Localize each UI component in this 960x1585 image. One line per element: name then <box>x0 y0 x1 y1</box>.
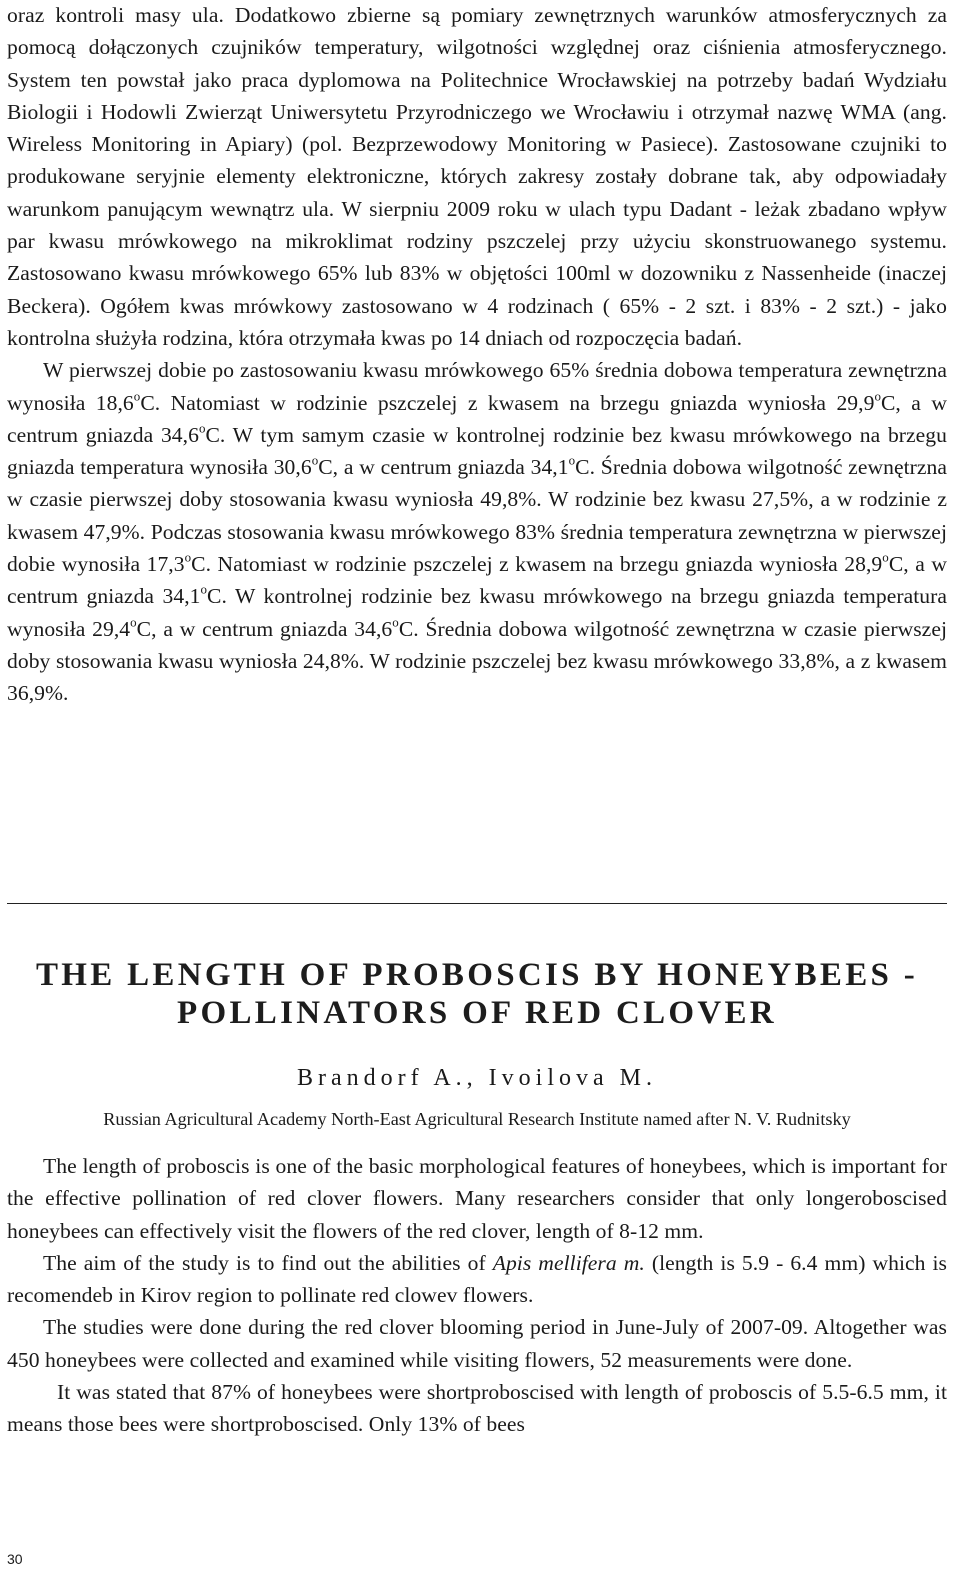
degree-sign: o <box>130 613 137 629</box>
abstract-paragraph-4: It was stated that 87% of honeybees were shortproboscised with length of proboscis of 5.5-6.5 mm, it means those bees were shortproboscised. Only 13% of bees <box>7 1380 947 1437</box>
text-span: C, a w centrum gniazda 34,1 <box>7 552 948 609</box>
degree-sign: o <box>198 420 206 436</box>
article-authors: Brandorf A., Ivoilova M. <box>297 1065 657 1091</box>
article-abstract <box>7 1150 947 1441</box>
title-line-2: POLLINATORS OF RED CLOVER <box>177 995 777 1031</box>
species-name: Apis mellifera m. <box>492 1250 645 1275</box>
polish-paragraph-2 <box>7 354 947 709</box>
text-span: C. Średnia dobowa wilgotność zewnętrzna w czasie pierwszej doby stosowania kwasu wyniosła 24,8%. W rodzinie pszczelej bez kwasu mrówkowego 33,8%, a z kwasem 36,9%. <box>7 616 947 706</box>
text-span: (length is 5.9 - 6.4 mm) which is recomendeb in Kirov region to pollinate red clowev flowers. <box>7 1250 947 1308</box>
degree-sign: o <box>568 452 576 468</box>
abstract-paragraph-3: The studies were done during the red clover blooming period in June-July of 2007-09. Altogether was 450 honeybees were collected and examined while visiting flowers, 52 measurements were done. <box>7 1315 947 1372</box>
degree-sign: o <box>133 387 141 403</box>
polish-paragraph-1: oraz kontroli masy ula. Dodatkowo zbierne są pomiary zewnętrznych warunków atmosferycznych za pomocą dołączonych czujników temperatury, wilgotności względnej oraz ciśnienia atmosferycznego. System ten powstał jako praca dyplomowa na Politechnice Wrocławskiej na potrzeby badań Wydziału Biologii i Hodowli Zwierząt Uniwersytetu Przyrodniczego we Wrocławiu i otrzymał nazwę WMA (ang. Wireless Monitoring in Apiary) (pol. Bezprzewodowy Monitoring w Pasiece). Zastosowane czujniki to produkowane seryjnie elementy elektroniczne, których zakresy zostały dobrane tak, aby odpowiadały warunkom panującym wewnątrz ula. W sierpniu 2009 roku w ulach typu Dadant - leżak zbadano wpływ par kwasu mrówkowego na mikroklimat rodziny pszczelej przy użyciu skonstruowanego systemu. Zastosowano kwasu mrówkowego 65% lub 83% w objętości 100ml w dozowniku z Nassenheide (inaczej Beckera). Ogółem kwas mrówkowy zastosowano w 4 rodzinach ( 65% - 2 szt. i 83% - 2 szt.) - jako kontrolna służyła rodzina, która otrzymała kwas po 14 dniach od rozpoczęcia badań. <box>7 3 947 350</box>
text-span: C. W tym samym czasie w kontrolnej rodzinie bez kwasu mrówkowego na brzegu gniazda temperatura wynosiła 30,6 <box>7 422 947 480</box>
article-title <box>7 956 947 1032</box>
abstract-paragraph-2 <box>7 1247 947 1312</box>
abstract-paragraph-1: The length of proboscis is one of the basic morphological features of honeybees, which is important for the effective pollination of red clover flowers. Many researchers consider that only longeroboscised honeybees can effectively visit the flowers of the red clover, length of 8-12 mm. <box>7 1154 947 1243</box>
title-line-1: THE LENGTH OF PROBOSCIS BY HONEYBEES - <box>35 957 919 993</box>
degree-sign: o <box>392 613 399 629</box>
text-span: W pierwszej dobie po zastosowaniu kwasu mrówkowego 65% średnia dobowa temperatura zewnętrzna wynosiła 18,6 <box>7 358 947 415</box>
degree-sign: o <box>184 549 192 565</box>
article-affiliation: Russian Agricultural Academy North-East Agricultural Research Institute named after N. V. Rudnitsky <box>103 1109 851 1129</box>
polish-section <box>7 0 947 710</box>
text-span: C, a w centrum gniazda 34,6 <box>7 390 947 447</box>
degree-sign: o <box>311 452 319 468</box>
text-span: C. Natomiast w rodzinie pszczelej z kwasem na brzegu gniazda wyniosła 29,9 <box>140 390 875 415</box>
degree-sign: o <box>200 581 208 597</box>
text-span: C. W kontrolnej rodzinie bez kwasu mrówkowego na brzegu gniazda temperatura wynosiła 29,4 <box>7 584 947 641</box>
section-divider <box>7 903 947 904</box>
text-span: The aim of the study is to find out the abilities of <box>43 1250 493 1275</box>
text-span: C, a w centrum gniazda 34,6 <box>136 616 393 641</box>
text-span: C. Średnia dobowa wilgotność zewnętrzna w czasie pierwszej doby stosowania kwasu wyniosła 49,8%. W rodzinie bez kwasu 27,5%, a w rodzinie z kwasem 47,9%. Podczas stosowania kwasu mrówkowego 83% średnia temperatura zewnętrzna w pierwszej dobie wynosiła 17,3 <box>7 455 947 577</box>
degree-sign: o <box>874 387 881 403</box>
page-number: 30 <box>7 1551 23 1567</box>
text-span: C. Natomiast w rodzinie pszczelej z kwasem na brzegu gniazda wyniosła 28,9 <box>191 552 883 577</box>
degree-sign: o <box>882 549 889 565</box>
text-span: C, a w centrum gniazda 34,1 <box>318 455 569 480</box>
